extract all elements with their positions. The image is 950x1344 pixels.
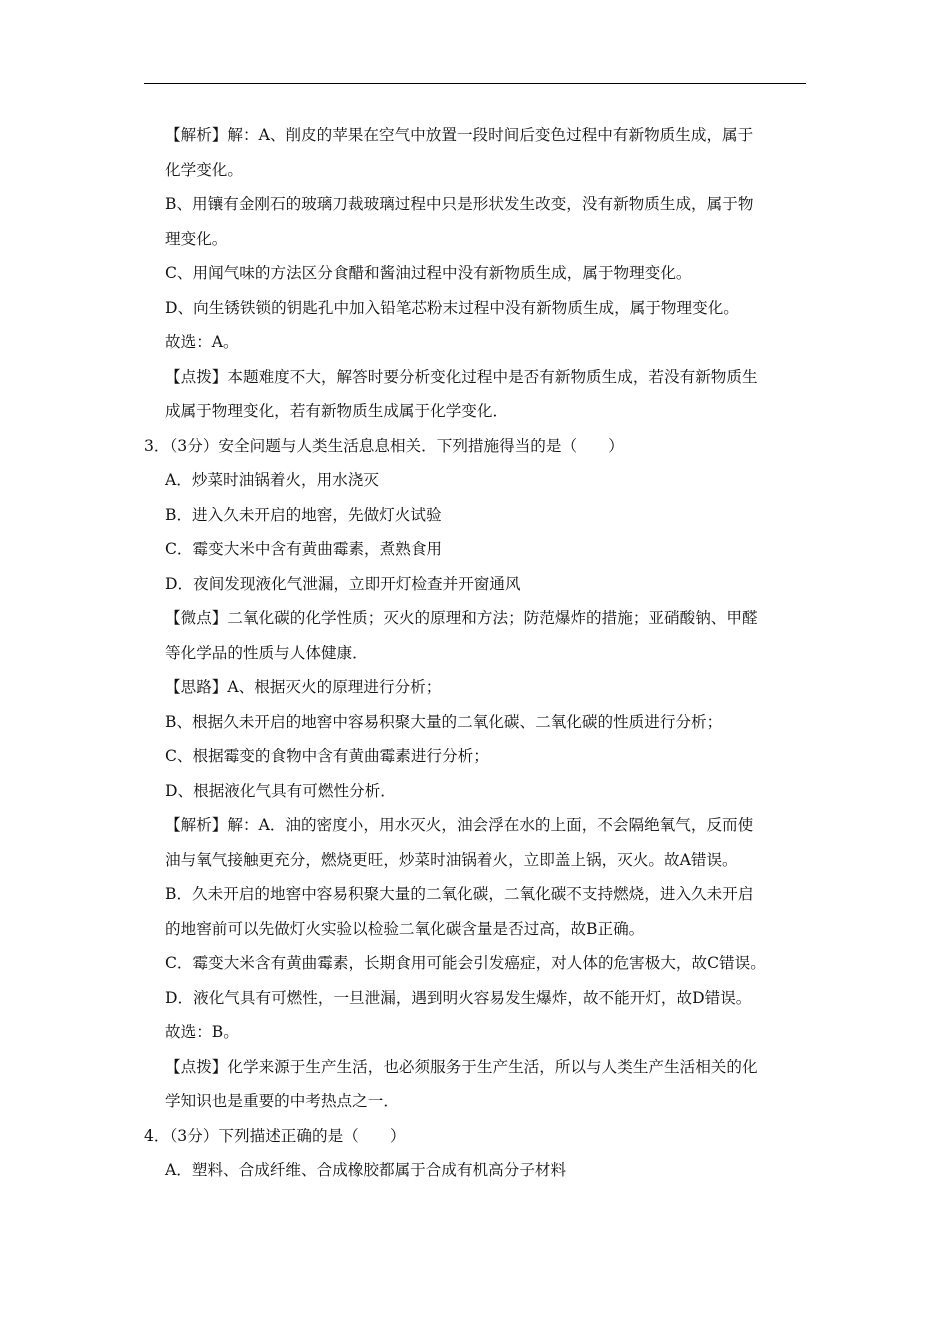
text-line: 【点拨】化学来源于生产生活，也必须服务于生产生活，所以与人类生产生活相关的化	[165, 1057, 758, 1076]
text-line: D．夜间发现液化气泄漏，立即开灯检查并开窗通风	[165, 574, 521, 593]
text-line: 的地窖前可以先做灯火实验以检验二氧化碳含量是否过高，故B正确。	[165, 919, 645, 938]
text-line: C、用闻气味的方法区分食醋和酱油过程中没有新物质生成，属于物理变化。	[165, 264, 692, 282]
text-line: 【点拨】本题难度不大，解答时要分析变化过程中是否有新物质生成，若没有新物质生	[165, 367, 758, 386]
question-line: 4．（3分）下列描述正确的是（ ）	[144, 1126, 406, 1145]
text-line: 【思路】A、根据灭火的原理进行分析；	[165, 678, 442, 696]
text-line: 成属于物理变化，若有新物质生成属于化学变化．	[165, 402, 509, 420]
text-line: B．久未开启的地窖中容易积聚大量的二氧化碳，二氧化碳不支持燃烧，进入久未开启	[165, 885, 754, 903]
text-line: C．霉变大米中含有黄曲霉素，煮熟食用	[165, 540, 443, 558]
text-line: A．塑料、合成纤维、合成橡胶都属于合成有机高分子材料	[165, 1161, 567, 1179]
text-line: 故选：B。	[165, 1023, 239, 1041]
text-line: A．炒菜时油锅着火，用水浇灭	[165, 471, 379, 489]
text-line: D．液化气具有可燃性，一旦泄漏，遇到明火容易发生爆炸，故不能开灯，故D错误。	[165, 988, 752, 1007]
text-line: 【微点】二氧化碳的化学性质；灭火的原理和方法；防范爆炸的措施；亚硝酸钠、甲醛	[165, 609, 758, 627]
header-rule	[144, 83, 806, 84]
text-line: 等化学品的性质与人体健康．	[165, 643, 368, 662]
text-line: B．进入久未开启的地窖，先做灯火试验	[165, 505, 442, 524]
text-line: 化学变化。	[165, 160, 243, 179]
text-line: B、根据久未开启的地窖中容易积聚大量的二氧化碳、二氧化碳的性质进行分析；	[165, 712, 723, 731]
text-line: D、根据液化气具有可燃性分析．	[165, 781, 396, 800]
text-line: 【解析】解：A、削皮的苹果在空气中放置一段时间后变色过程中有新物质生成，属于	[165, 126, 754, 144]
text-line: 【解析】解：A．油的密度小，用水灭火，油会浮在水的上面，不会隔绝氧气，反而使	[165, 816, 754, 834]
text-line: 理变化。	[165, 229, 228, 248]
text-line: D、向生锈铁锁的钥匙孔中加入铅笔芯粉末过程中没有新物质生成，属于物理变化。	[165, 298, 739, 317]
text-line: 油与氧气接触更充分，燃烧更旺，炒菜时油锅着火，立即盖上锅，灭火。故A错误。	[165, 850, 738, 869]
text-line: C．霉变大米含有黄曲霉素，长期食用可能会引发癌症，对人体的危害极大，故C错误。	[165, 954, 766, 972]
text-line: 故选：A。	[165, 333, 239, 351]
question-line: 3．（3分）安全问题与人类生活息息相关．下列措施得当的是（ ）	[144, 436, 624, 455]
text-line: 学知识也是重要的中考热点之一．	[165, 1092, 399, 1110]
text-line: C、根据霉变的食物中含有黄曲霉素进行分析；	[165, 747, 489, 765]
text-line: B、用镶有金刚石的玻璃刀裁玻璃过程中只是形状发生改变，没有新物质生成，属于物	[165, 195, 754, 213]
document-body	[144, 118, 816, 1188]
